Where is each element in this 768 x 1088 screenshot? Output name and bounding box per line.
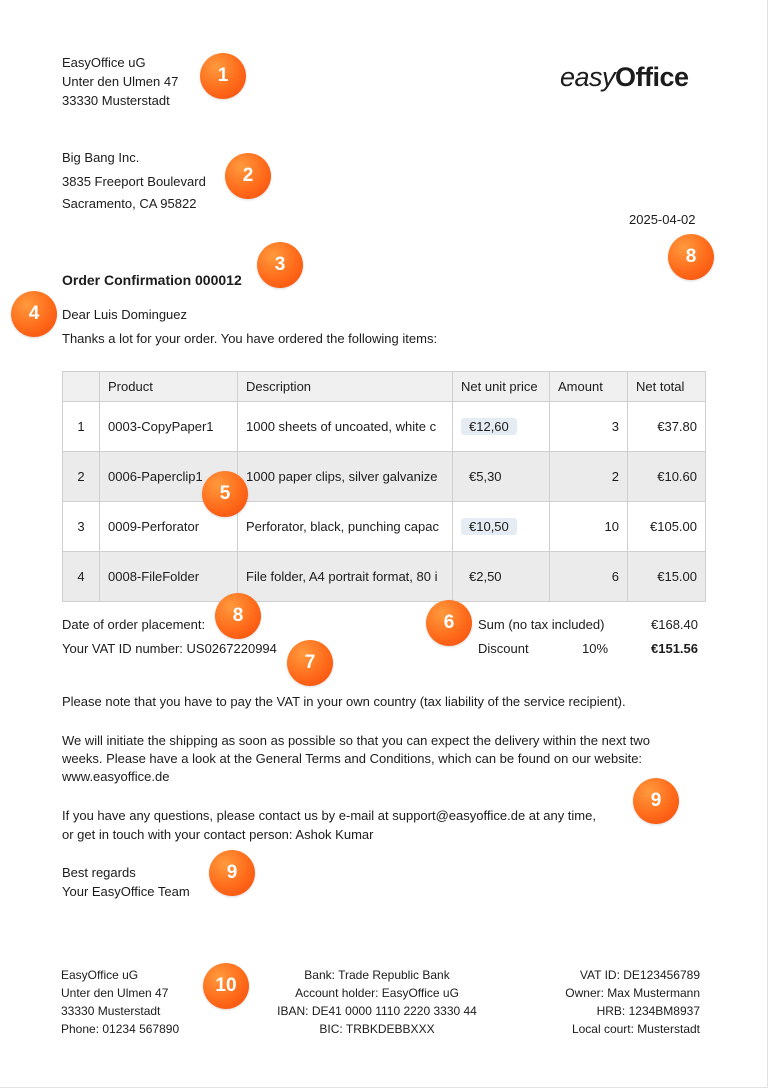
col-header-amount: Amount: [550, 372, 628, 402]
annotation-badge-5: 5: [202, 471, 248, 517]
annotation-badge-4: 4: [11, 291, 57, 337]
recipient-city: Sacramento, CA 95822: [62, 196, 197, 211]
contact-line-2: or get in touch with your contact person: Ashok Kumar: [62, 827, 374, 842]
sum-value: €168.40: [651, 617, 698, 632]
items-table: [62, 371, 706, 602]
discount-label: Discount: [478, 641, 529, 656]
annotation-badge-7: 7: [287, 640, 333, 686]
col-header-total: Net total: [628, 372, 706, 402]
cell-amount: 3: [550, 402, 628, 452]
cell-pos: 1: [63, 402, 100, 452]
contact-person: Ashok Kumar: [295, 827, 374, 842]
annotation-badge-9a: 9: [633, 778, 679, 824]
cell-amount: 2: [550, 452, 628, 502]
sender-city: 33330 Musterstadt: [62, 93, 170, 108]
col-header-pos: [63, 372, 100, 402]
price-chip: €5,30: [469, 469, 502, 484]
vat-note: Please note that you have to pay the VAT in your own country (tax liability of the service recipient).: [62, 694, 626, 709]
table-row: [63, 402, 706, 452]
shipping-line-2: weeks. Please have a look at the General Terms and Conditions, which can be found on our website:: [62, 751, 643, 766]
cell-price: [453, 452, 550, 502]
discount-percent: 10%: [582, 641, 609, 656]
cell-total: €105.00: [628, 502, 706, 552]
annotation-badge-1: 1: [200, 53, 246, 99]
cell-price: [453, 402, 550, 452]
annotation-badge-8a: 8: [215, 593, 261, 639]
annotation-badge-9b: 9: [209, 850, 255, 896]
sum-label: Sum (no tax included): [478, 617, 605, 632]
col-header-description: Description: [238, 372, 453, 402]
cell-product: 0006-Paperclip1: [100, 452, 238, 502]
col-header-product: Product: [100, 372, 238, 402]
table-header-row: [63, 372, 706, 402]
shipping-line-1: We will initiate the shipping as soon as possible so that you can expect the delivery within the next two: [62, 733, 650, 748]
sender-company: EasyOffice uG: [62, 55, 146, 70]
discount-total: €151.56: [651, 641, 698, 656]
cell-total: €37.80: [628, 402, 706, 452]
price-chip: €12,60: [461, 418, 517, 435]
recipient-street: 3835 Freeport Boulevard: [62, 174, 206, 189]
table-row: [63, 552, 706, 602]
document-date: 2025-04-02: [629, 212, 696, 227]
cell-description: File folder, A4 portrait format, 80 i: [238, 552, 453, 602]
website-link[interactable]: www.easyoffice.de: [62, 769, 170, 784]
footer-legal-info: VAT ID: DE123456789 Owner: Max Mustermann HRB: 1234BM8937 Local court: Musterstadt: [565, 968, 700, 1036]
order-date-label: Date of order placement:: [62, 617, 206, 632]
table-row: [63, 502, 706, 552]
cell-price: [453, 502, 550, 552]
cell-pos: 2: [63, 452, 100, 502]
price-chip: €10,50: [461, 518, 517, 535]
annotation-badge-3: 3: [257, 242, 303, 288]
cell-product: 0008-FileFolder: [100, 552, 238, 602]
recipient-company: Big Bang Inc.: [62, 150, 140, 165]
closing-team: Your EasyOffice Team: [62, 884, 190, 899]
greeting: Dear Luis Dominguez: [62, 307, 188, 322]
cell-total: €15.00: [628, 552, 706, 602]
cell-description: 1000 paper clips, silver galvanize: [238, 452, 453, 502]
sender-street: Unter den Ulmen 47: [62, 74, 179, 89]
annotation-badge-2: 2: [225, 153, 271, 199]
price-chip: €2,50: [469, 569, 502, 584]
intro-text: Thanks a lot for your order. You have ordered the following items:: [62, 331, 438, 346]
annotation-badge-8b: 8: [668, 234, 714, 280]
cell-price: [453, 552, 550, 602]
cell-total: €10.60: [628, 452, 706, 502]
cell-amount: 6: [550, 552, 628, 602]
contact-line-1: If you have any questions, please contact us by e-mail at support@easyoffice.de at any time,: [62, 808, 596, 823]
cell-amount: 10: [550, 502, 628, 552]
col-header-price: Net unit price: [453, 372, 550, 402]
footer-bank-info: Bank: Trade Republic Bank Account holder: EasyOffice uG IBAN: DE41 0000 1110 2220 3330 44 BIC: TRBKDEBBXXX: [277, 968, 477, 1036]
document-title: Order Confirmation 000012: [62, 272, 242, 288]
easyoffice-logo: easyOffice: [560, 62, 689, 92]
cell-pos: 3: [63, 502, 100, 552]
closing-regards: Best regards: [62, 865, 136, 880]
cell-product: 0009-Perforator: [100, 502, 238, 552]
footer-company-info: EasyOffice uG Unter den Ulmen 47 33330 Musterstadt Phone: 01234 567890: [61, 968, 180, 1036]
cell-pos: 4: [63, 552, 100, 602]
cell-description: 1000 sheets of uncoated, white c: [238, 402, 453, 452]
vat-id-label: Your VAT ID number: US0267220994: [62, 641, 277, 656]
annotation-badge-10: 10: [203, 963, 249, 1009]
cell-description: Perforator, black, punching capac: [238, 502, 453, 552]
annotation-badge-6: 6: [426, 600, 472, 646]
table-row: [63, 452, 706, 502]
cell-product: 0003-CopyPaper1: [100, 402, 238, 452]
